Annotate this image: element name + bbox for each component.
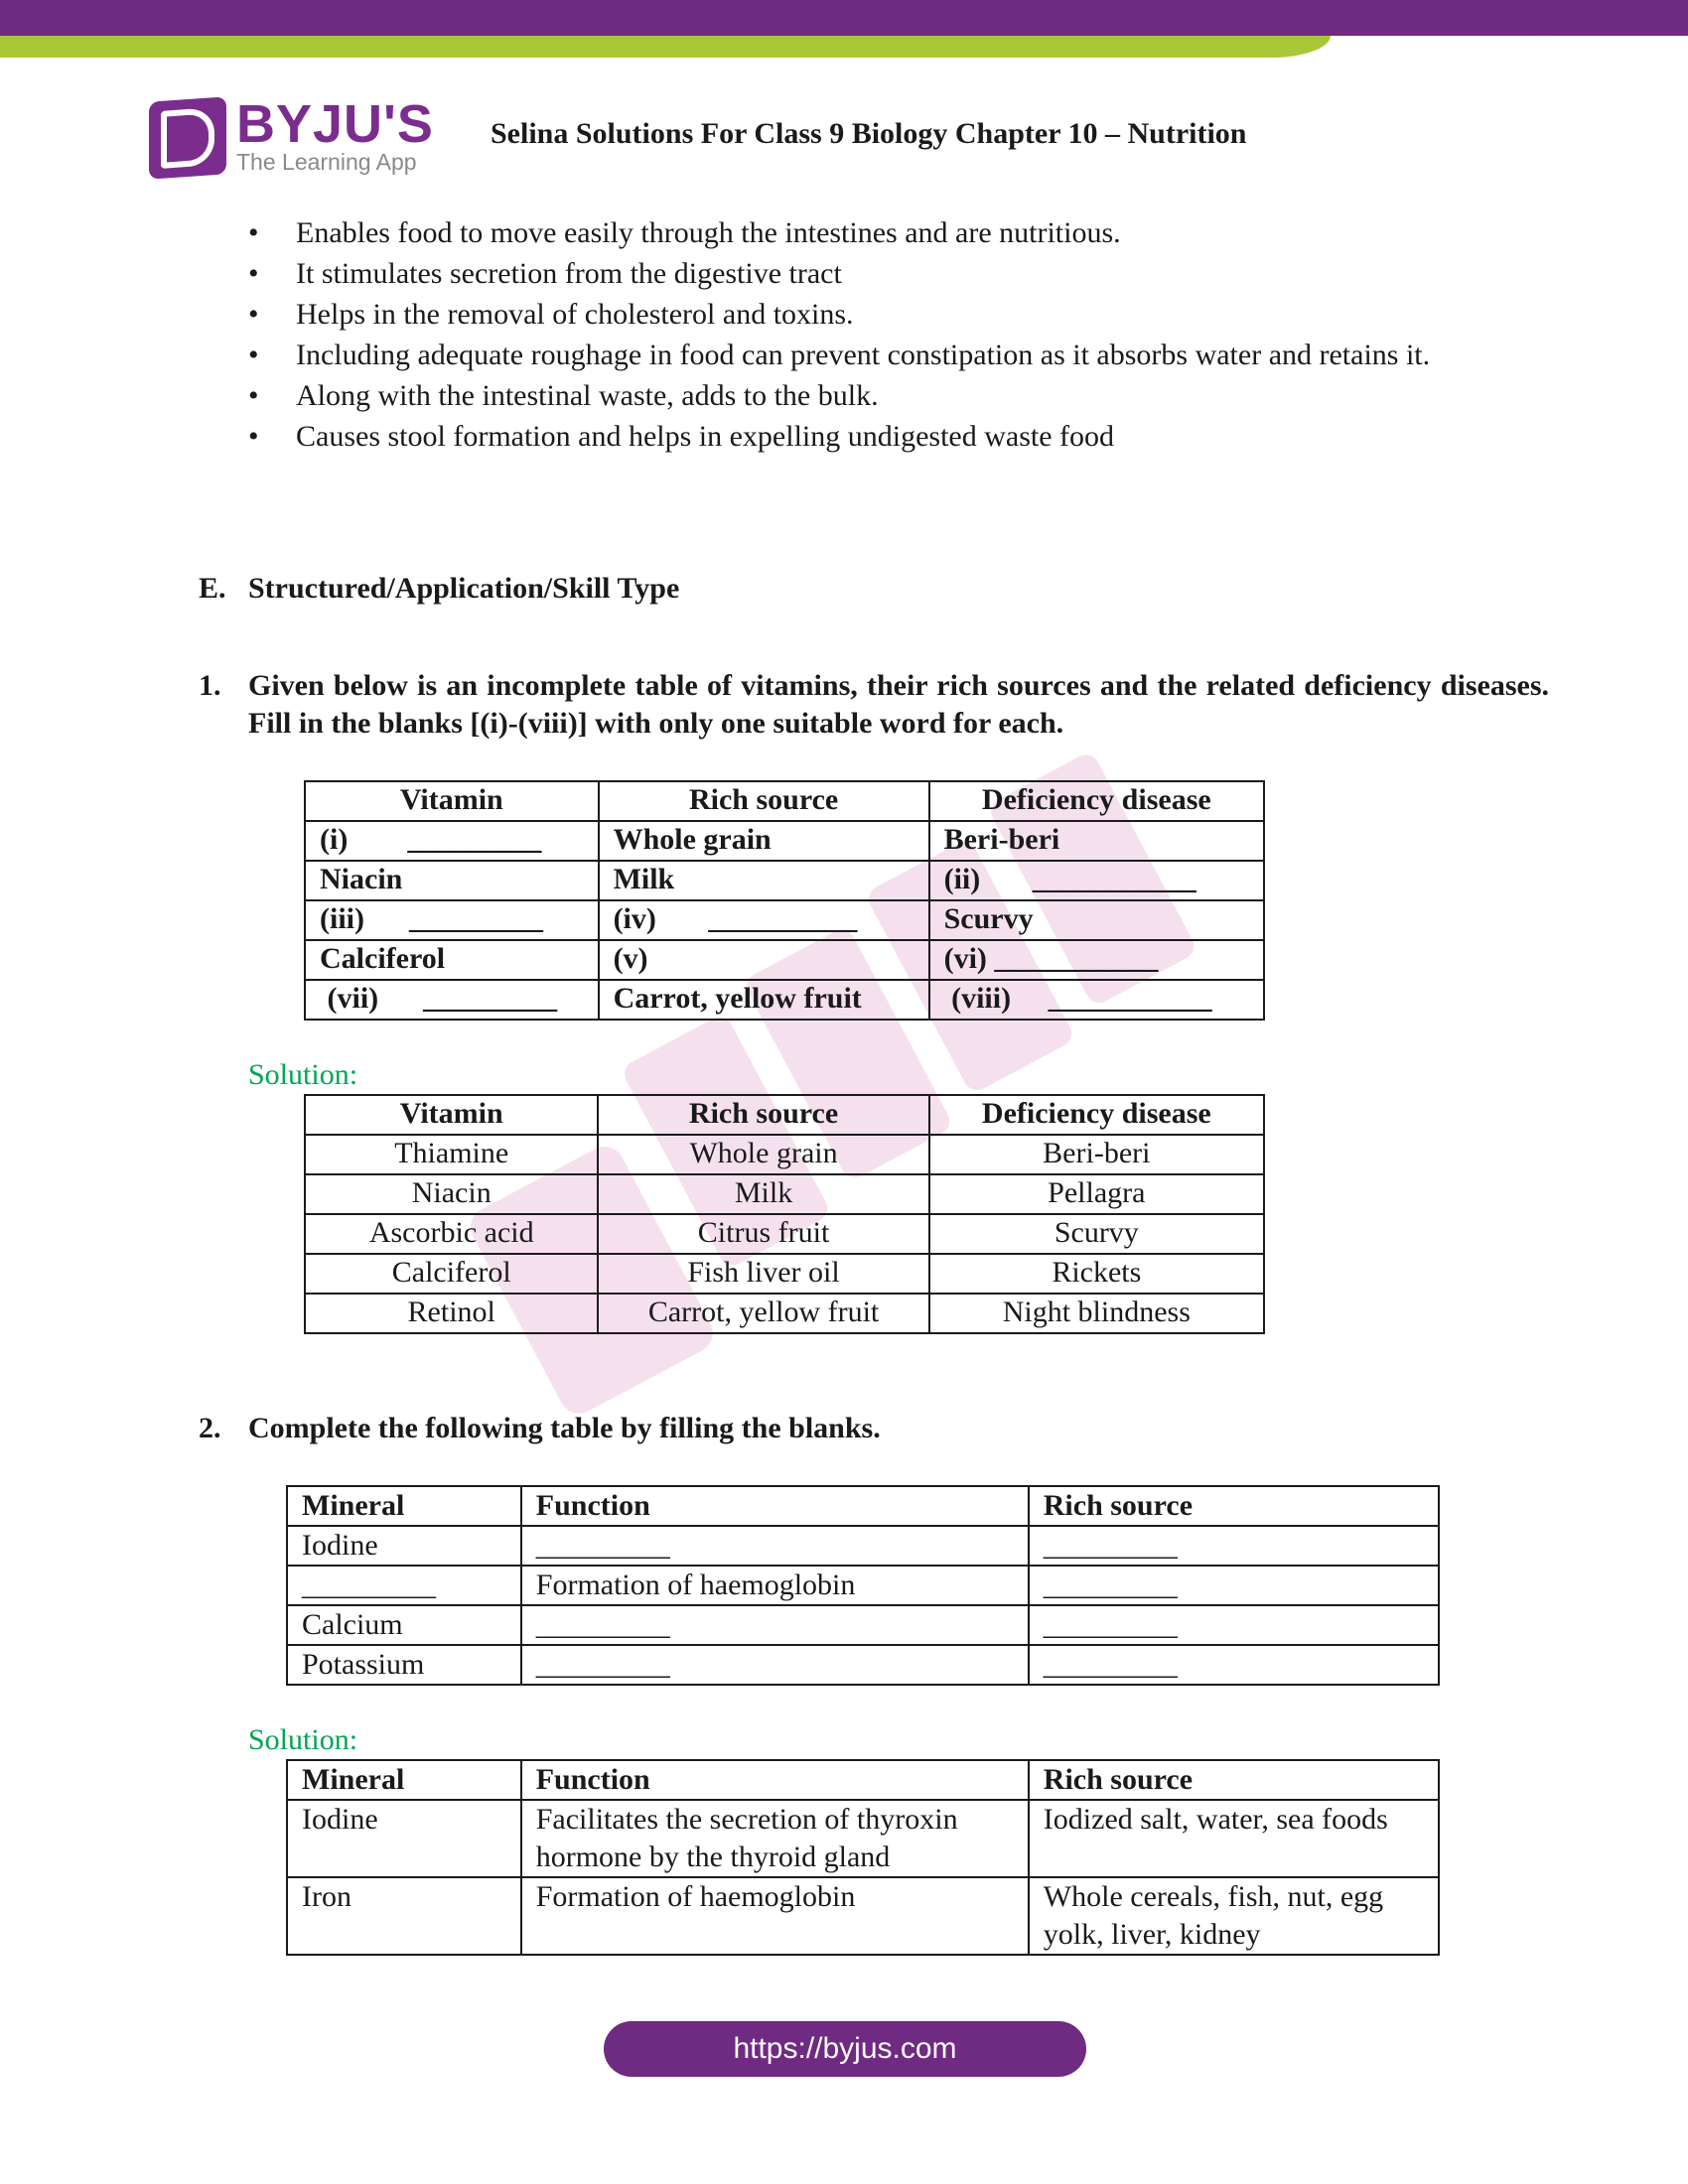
table-header-row	[287, 1760, 1439, 1800]
solution-label: Solution:	[248, 1058, 358, 1091]
list-item: • Causes stool formation and helps in expelling undigested waste food	[248, 418, 1539, 456]
section-title: Structured/Application/Skill Type	[248, 572, 680, 605]
table-cell: Rickets	[929, 1254, 1264, 1294]
list-item: • It stimulates secretion from the digestive tract	[248, 255, 1539, 293]
column-header: Rich source	[598, 1095, 928, 1135]
table-cell: Niacin	[305, 861, 599, 900]
table-cell: _________	[521, 1645, 1029, 1685]
table-cell: (iii) _________	[305, 900, 599, 940]
vitamin-question-table	[304, 780, 1265, 1021]
table-header-row	[305, 781, 1264, 821]
column-header: Function	[521, 1486, 1029, 1526]
table-row	[305, 1254, 1264, 1294]
table-cell: Retinol	[305, 1294, 598, 1333]
footer-url-link[interactable]: https://byjus.com	[604, 2021, 1086, 2077]
column-header: Vitamin	[305, 1095, 598, 1135]
column-header: Rich source	[599, 781, 929, 821]
question-text: Complete the following table by filling the blanks.	[248, 1412, 881, 1444]
list-item: • Enables food to move easily through the intestines and are nutritious.	[248, 214, 1539, 252]
question-2	[199, 1410, 1549, 1447]
list-item: • Including adequate roughage in food can prevent constipation as it absorbs water and retains it.	[248, 337, 1539, 374]
column-header: Vitamin	[305, 781, 599, 821]
table-header-row	[305, 1095, 1264, 1135]
mineral-solution-table	[286, 1759, 1440, 1956]
table-cell: (iv) __________	[599, 900, 929, 940]
table-cell: Formation of haemoglobin	[521, 1877, 1029, 1955]
table-cell: Scurvy	[929, 900, 1264, 940]
mineral-question-table	[286, 1485, 1440, 1686]
question-text: Given below is an incomplete table of vitamins, their rich sources and the related deficiency diseases. Fill in the blanks [(i)-(viii)] with only one suitable word for each.	[248, 669, 1549, 740]
table-row	[305, 1174, 1264, 1214]
column-header: Deficiency disease	[929, 1095, 1264, 1135]
table-row	[305, 940, 1264, 980]
table-cell: Fish liver oil	[598, 1254, 928, 1294]
table-cell: Scurvy	[929, 1214, 1264, 1254]
column-header: Mineral	[287, 1486, 521, 1526]
table-cell: Beri-beri	[929, 1135, 1264, 1174]
table-cell: Pellagra	[929, 1174, 1264, 1214]
column-header: Rich source	[1029, 1486, 1439, 1526]
table-row	[287, 1526, 1439, 1566]
question-number: 1.	[199, 669, 221, 702]
column-header: Deficiency disease	[929, 781, 1264, 821]
table-cell: Iodine	[287, 1526, 521, 1566]
table-cell: (v)	[599, 940, 929, 980]
table-cell: Iodized salt, water, sea foods	[1029, 1800, 1439, 1877]
table-cell: _________	[287, 1566, 521, 1605]
table-row	[287, 1645, 1439, 1685]
page-title: Selina Solutions For Class 9 Biology Chapter 10 – Nutrition	[491, 117, 1247, 150]
table-header-row	[287, 1486, 1439, 1526]
table-cell: Carrot, yellow fruit	[598, 1294, 928, 1333]
table-cell: Milk	[599, 861, 929, 900]
table-cell: (vi) ___________	[929, 940, 1264, 980]
table-cell: Thiamine	[305, 1135, 598, 1174]
table-cell: Beri-beri	[929, 821, 1264, 861]
table-row	[305, 1135, 1264, 1174]
section-heading	[199, 572, 679, 606]
table-cell: Whole grain	[598, 1135, 928, 1174]
logo-text: BYJU'S	[236, 94, 434, 154]
table-cell: (viii) ___________	[929, 980, 1264, 1020]
table-cell: Iron	[287, 1877, 521, 1955]
table-row	[287, 1566, 1439, 1605]
table-cell: Formation of haemoglobin	[521, 1566, 1029, 1605]
table-row	[287, 1605, 1439, 1645]
table-cell: _________	[1029, 1526, 1439, 1566]
table-cell: _________	[1029, 1605, 1439, 1645]
table-cell: Carrot, yellow fruit	[599, 980, 929, 1020]
question-1	[199, 667, 1549, 743]
table-cell: Calciferol	[305, 1254, 598, 1294]
list-item: • Helps in the removal of cholesterol and toxins.	[248, 296, 1539, 334]
table-cell: Calcium	[287, 1605, 521, 1645]
byjus-b-icon	[149, 96, 226, 179]
table-row	[305, 1214, 1264, 1254]
table-cell: (ii) ___________	[929, 861, 1264, 900]
table-row	[287, 1800, 1439, 1877]
table-cell: Citrus fruit	[598, 1214, 928, 1254]
column-header: Function	[521, 1760, 1029, 1800]
list-item: • Along with the intestinal waste, adds to the bulk.	[248, 377, 1539, 415]
table-cell: _________	[521, 1526, 1029, 1566]
table-cell: Whole cereals, fish, nut, egg yolk, liver, kidney	[1029, 1877, 1439, 1955]
table-row	[287, 1877, 1439, 1955]
table-cell: Milk	[598, 1174, 928, 1214]
table-row	[305, 980, 1264, 1020]
table-cell: _________	[521, 1605, 1029, 1645]
table-row	[305, 861, 1264, 900]
solution-label: Solution:	[248, 1723, 358, 1756]
table-cell: _________	[1029, 1566, 1439, 1605]
table-row	[305, 900, 1264, 940]
table-cell: (i) _________	[305, 821, 599, 861]
logo-tagline: The Learning App	[236, 149, 417, 175]
roughage-benefits-list	[248, 214, 1539, 459]
column-header: Rich source	[1029, 1760, 1439, 1800]
question-number: 2.	[199, 1412, 221, 1444]
brand-logo[interactable]	[149, 94, 437, 181]
table-cell: _________	[1029, 1645, 1439, 1685]
table-cell: (vii) _________	[305, 980, 599, 1020]
header-band-green	[0, 36, 1331, 58]
table-cell: Iodine	[287, 1800, 521, 1877]
vitamin-solution-table	[304, 1094, 1265, 1334]
table-row	[305, 821, 1264, 861]
table-row	[305, 1294, 1264, 1333]
table-cell: Potassium	[287, 1645, 521, 1685]
table-cell: Whole grain	[599, 821, 929, 861]
column-header: Mineral	[287, 1760, 521, 1800]
table-cell: Facilitates the secretion of thyroxin hormone by the thyroid gland	[521, 1800, 1029, 1877]
table-cell: Calciferol	[305, 940, 599, 980]
table-cell: Ascorbic acid	[305, 1214, 598, 1254]
section-letter: E.	[199, 572, 226, 605]
table-cell: Night blindness	[929, 1294, 1264, 1333]
table-cell: Niacin	[305, 1174, 598, 1214]
